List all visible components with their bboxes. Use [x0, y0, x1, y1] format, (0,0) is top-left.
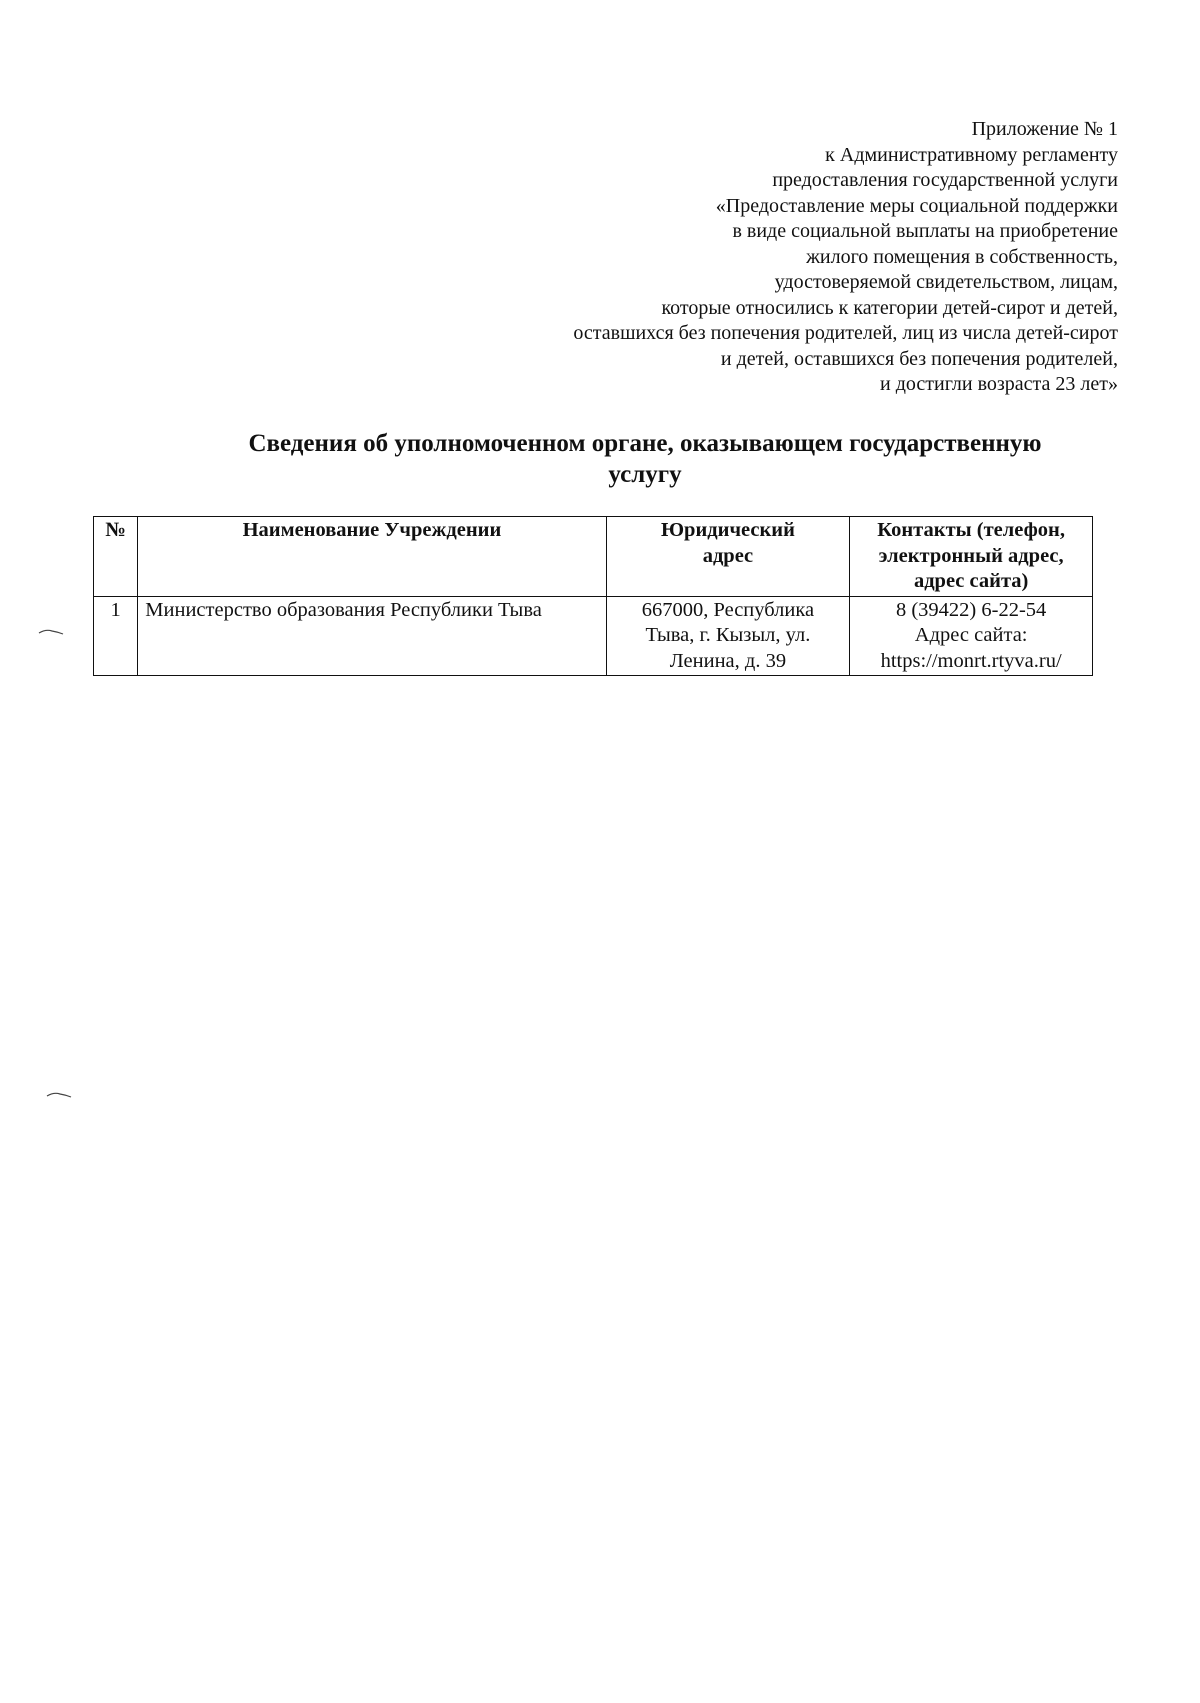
- document-title: [180, 428, 1110, 490]
- address-line: 667000, Республика: [641, 598, 815, 621]
- institution-name: Министерство образования Республики Тыва: [138, 596, 606, 676]
- header-legal-address: [606, 517, 850, 597]
- contacts: [850, 596, 1093, 676]
- website-label: Адрес сайта:: [914, 624, 1028, 646]
- legal-address: [606, 596, 850, 676]
- appendix-header: [418, 117, 1118, 398]
- header-contacts-line: Контакты (телефон,: [877, 519, 1065, 541]
- appendix-line: предоставления государственной услуги: [772, 169, 1118, 191]
- appendix-line: в виде социальной выплаты на приобретение: [732, 220, 1118, 242]
- phone-number: 8 (39422) 6-22-54: [895, 598, 1047, 621]
- address-line: Тыва, г. Кызыл, ул.: [645, 624, 811, 646]
- header-number: №: [94, 517, 138, 597]
- header-address-line: Юридический: [660, 519, 795, 541]
- organization-table: [93, 516, 1093, 676]
- table-row: [94, 596, 1093, 676]
- scan-mark-icon: [46, 1092, 72, 1098]
- appendix-line: и детей, оставшихся без попечения родителей,: [720, 347, 1118, 370]
- title-line-1: Сведения об уполномоченном органе, оказывающем государственную: [248, 430, 1042, 457]
- header-institution-name: Наименование Учреждении: [138, 517, 606, 597]
- header-address-line: адрес: [702, 544, 754, 567]
- appendix-line: удостоверяемой свидетельством, лицам,: [774, 271, 1118, 293]
- appendix-line: жилого помещения в собственность,: [806, 245, 1118, 268]
- appendix-line: и достигли возраста 23 лет»: [880, 373, 1118, 395]
- row-number: 1: [94, 596, 138, 676]
- website-url: https://monrt.rtyva.ru/: [880, 649, 1062, 672]
- appendix-line: оставшихся без попечения родителей, лиц из числа детей-сирот: [573, 322, 1118, 344]
- appendix-line: к Административному регламенту: [825, 143, 1118, 166]
- appendix-line: «Предоставление меры социальной поддержки: [715, 194, 1118, 217]
- title-line-2: услугу: [608, 461, 682, 488]
- address-line: Ленина, д. 39: [669, 649, 787, 672]
- header-contacts-line: электронный адрес,: [878, 544, 1064, 567]
- header-contacts: [850, 517, 1093, 597]
- scan-mark-icon: [38, 629, 64, 635]
- table-header-row: [94, 517, 1093, 597]
- appendix-line: Приложение № 1: [971, 118, 1118, 140]
- header-contacts-line: адрес сайта): [913, 570, 1029, 592]
- appendix-line: которые относились к категории детей-сирот и детей,: [661, 296, 1118, 319]
